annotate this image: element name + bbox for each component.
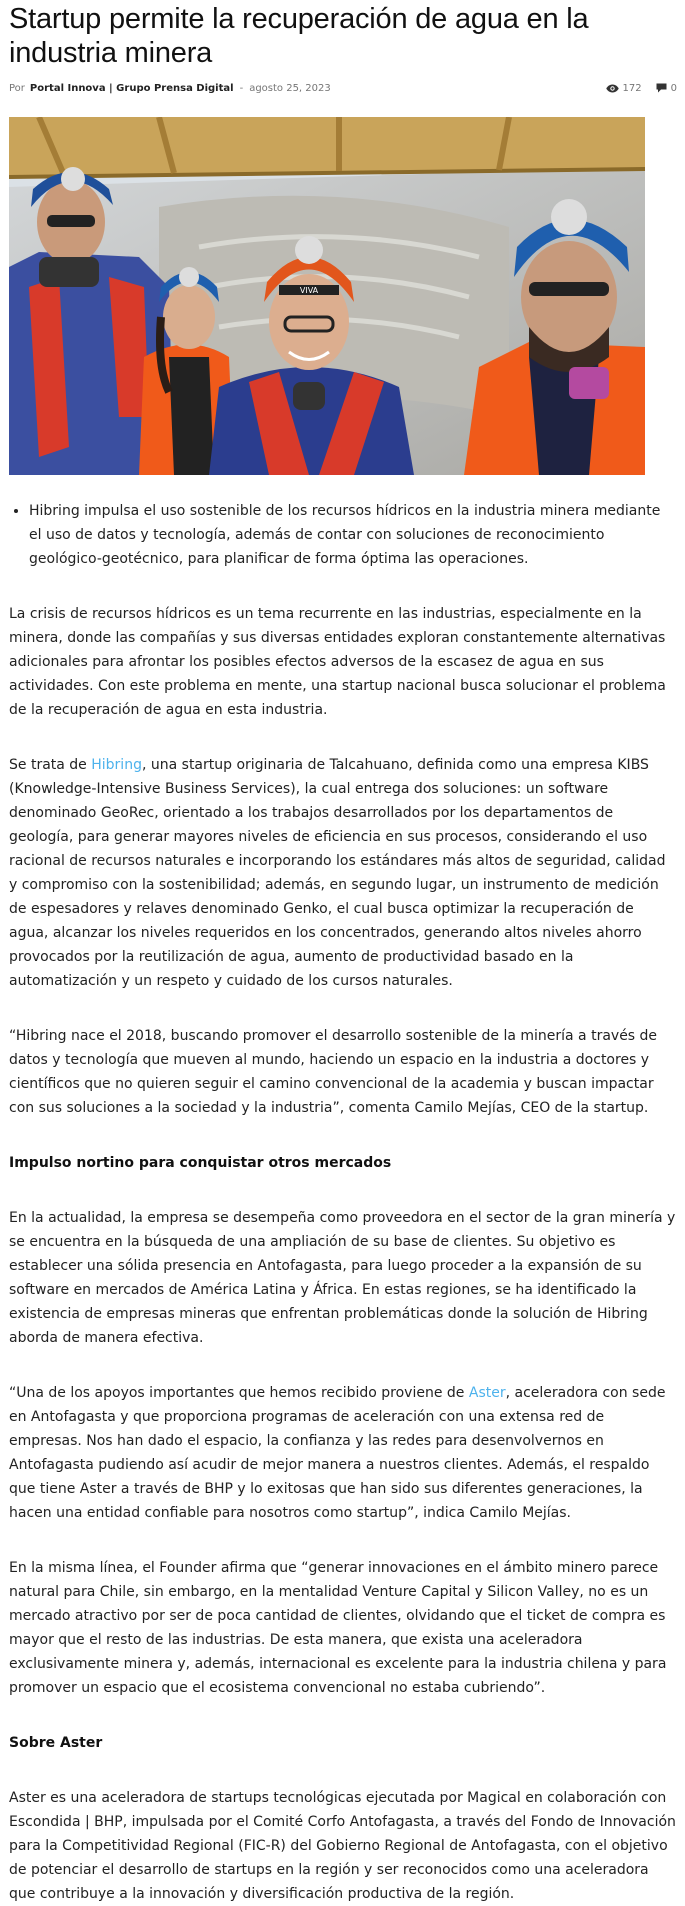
- paragraph-quote-ceo: “Hibring nace el 2018, buscando promover el desarrollo sostenible de la minería a través de datos y tecnología que mueven al mundo, haciendo un espacio en la industria a doctores y científicos que no quieren seguir el camino convencional de la academia y buscan impactar con sus soluciones a la sociedad y la industria”, comenta Camilo Mejías, CEO de la startup.: [9, 1028, 658, 1116]
- hero-image: [9, 117, 645, 475]
- helmet-label: VIVA: [299, 286, 319, 295]
- by-label: Por: [9, 82, 25, 94]
- comments-count: 0: [670, 82, 677, 94]
- paragraph-hibring: Se trata de Hibring, una startup originaria de Talcahuano, definida como una empresa KIBS (Knowledge-Intensive Business Services), la cual entrega dos soluciones: un software denominado GeoRec, orientado a los trabajos desarrollados por los departamentos de geología, para generar mayores niveles de eficiencia en sus procesos, considerando el uso racional de recursos naturales e incorporando los estándares más altos de seguridad, calidad y compromiso con la sostenibilidad; además, en segundo lugar, un instrumento de medición de espesadores y relaves denominado Genko, el cual busca optimizar la recuperación de agua, alcanzar los niveles requeridos en los concentrados, generando altos niveles ahorro provocados por la reutilización de agua, aumento de productividad basado en la automatización y un respeto y cuidado de los cursos naturales.: [9, 757, 666, 989]
- article-title: Startup permite la recuperación de agua en la industria minera: [9, 3, 589, 69]
- aster-link[interactable]: Aster: [468, 1385, 506, 1401]
- meta-separator: -: [239, 82, 244, 94]
- summary-list: [9, 499, 677, 571]
- views-counter: [606, 83, 642, 94]
- miners-photo: [9, 117, 645, 475]
- article-meta: [9, 79, 677, 97]
- eye-icon: [606, 84, 619, 93]
- list-item: • Hibring impulsa el uso sostenible de los recursos hídricos en la industria minera mediante el uso de datos y tecnología, además de contar con soluciones de reconocimiento geológico-geotécnico, para planificar de forma óptima las operaciones.: [29, 499, 673, 571]
- comments-counter[interactable]: [656, 83, 677, 94]
- hibring-link[interactable]: Hibring: [91, 757, 142, 773]
- paragraph-aster-quote: “Una de los apoyos importantes que hemos recibido proviene de Aster, aceleradora con sede en Antofagasta y que proporciona programas de aceleración con una extensa red de empresas. Nos han dado el espacio, la confianza y las redes para desenvolvernos en Antofagasta pudiendo así acudir de mejor manera a nuestros clientes. Además, el respaldo que tiene Aster a través de BHP y lo exitosas que han sido sus diferentes generaciones, la hacen una entidad confiable para nosotros como startup”, indica Camilo Mejías.: [9, 1385, 666, 1521]
- paragraph-intro: La crisis de recursos hídricos es un tema recurrente en las industrias, especialmente en la minera, donde las compañías y sus diversas entidades exploran constantemente alternativas adicionales para afrontar los posibles efectos adversos de la escasez de agua en sus actividades. Con este problema en mente, una startup nacional busca solucionar el problema de la recuperación de agua en esta industria.: [9, 606, 666, 718]
- publish-date: agosto 25, 2023: [249, 82, 331, 94]
- views-count: 172: [622, 82, 642, 94]
- paragraph-expansion: En la actualidad, la empresa se desempeña como proveedora en el sector de la gran minería y se encuentra en la búsqueda de una ampliación de su base de clientes. Su objetivo es establecer una sólida presencia en Antofagasta, para luego proceder a la expansión de su software en mercados de América Latina y África. En estas regiones, se ha identificado la existencia de empresas mineras que enfrentan problemáticas donde la solución de Hibring aborda de manera efectiva.: [9, 1210, 676, 1346]
- author-link[interactable]: Portal Innova | Grupo Prensa Digital: [29, 82, 234, 94]
- paragraph-aster-about: Aster es una aceleradora de startups tecnológicas ejecutada por Magical en colaboración con Escondida | BHP, impulsada por el Comité Corfo Antofagasta, a través del Fondo de Innovación para la Competitividad Regional (FIC-R) del Gobierno Regional de Antofagasta, con el objetivo de potenciar el desarrollo de startups en la región y ser reconocidos como una aceleradora que contribuye a la innovación y diversificación productiva de la región.: [9, 1790, 676, 1902]
- heading-sobre-aster: Sobre Aster: [9, 1735, 103, 1751]
- heading-impulso: Impulso nortino para conquistar otros mercados: [9, 1155, 392, 1171]
- comment-icon: [656, 83, 667, 93]
- paragraph-founder: En la misma línea, el Founder afirma que “generar innovaciones en el ámbito minero parece natural para Chile, sin embargo, en la mentalidad Venture Capital y Silicon Valley, no es un mercado atractivo por ser de poca cantidad de clientes, olvidando que el ticket de compra es mayor que el resto de las industrias. De esta manera, que exista una aceleradora exclusivamente minera y, además, internacional es excelente para la industria chilena y para promover un espacio que el ecosistema convencional no estaba cubriendo”.: [9, 1560, 667, 1696]
